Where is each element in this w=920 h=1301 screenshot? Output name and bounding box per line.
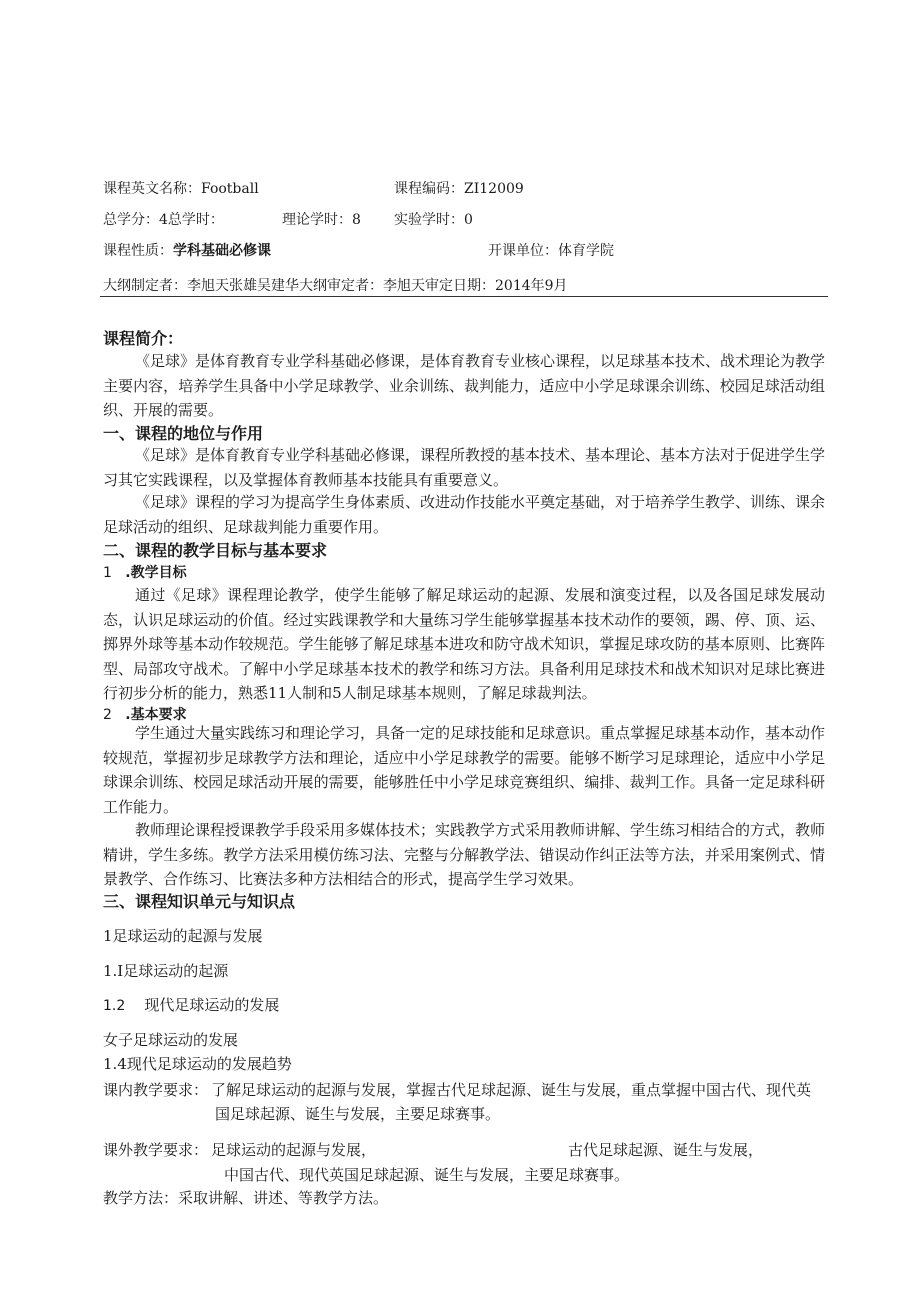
header-divider bbox=[100, 296, 828, 297]
lab-hours: 实验学时：0 bbox=[394, 212, 473, 228]
course-nature bbox=[103, 240, 271, 260]
out-class-label: 课外教学要求： bbox=[103, 1141, 209, 1159]
in-class-label: 课内教学要求： bbox=[103, 1081, 209, 1099]
total-credits: 总学分：4总学时： bbox=[103, 212, 224, 228]
in-class-line2: 国足球起源、诞生与发展，主要足球赛事。 bbox=[215, 1105, 501, 1123]
out-class-line2: 中国古代、现代英国足球起源、诞生与发展，主要足球赛事。 bbox=[224, 1166, 630, 1184]
course-nature-label: 课程性质： bbox=[103, 243, 173, 259]
item-1-4: 1.4现代足球运动的发展趋势 bbox=[103, 1055, 292, 1073]
sub1-num: 1 bbox=[103, 565, 112, 581]
course-nature-value: 学科基础必修课 bbox=[173, 243, 271, 259]
offering-unit: 开课单位：体育学院 bbox=[488, 243, 614, 259]
intro-title: 课程简介： bbox=[103, 329, 184, 348]
unit1: 1足球运动的起源与发展 bbox=[103, 927, 263, 945]
theory-hours: 理论学时：8 bbox=[282, 212, 361, 228]
sub1-title: .教学目标 bbox=[125, 565, 187, 581]
section3-title: 三、课程知识单元与知识点 bbox=[103, 892, 296, 911]
section2-title: 二、课程的教学目标与基本要求 bbox=[103, 541, 328, 560]
sub1-text: 通过《足球》课程理论教学，使学生能够了解足球运动的起源、发展和演变过程，以及各国足球发展动态，认识足球运动的价值。经过实践课教学和大量练习学生能够掌握基本技术动作的要领，踢、停、顶、运、掷界外球等基本动作较规范。学生能够了解足球基本进攻和防守战术知识，掌握足球攻防的基本原则、比赛阵型、局部攻守战术。了解中小学足球基本技术的教学和练习方法。具备利用足球技术和战术知识对足球比赛进行初步分析的能力，熟悉11人制和5人制足球基本规则，了解足球裁判法。 bbox=[103, 586, 825, 702]
item-1-2-num: 1.2 bbox=[103, 998, 126, 1014]
section1-p2: 《足球》课程的学习为提高学生身体素质、改进动作技能水平奠定基础，对于培养学生教学、训练、课余足球活动的组织、足球裁判能力重要作用。 bbox=[103, 493, 826, 536]
intro-text: 《足球》是体育教育专业学科基础必修课，是体育教育专业核心课程，以足球基本技术、战术理论为教学主要内容，培养学生具备中小学足球教学、业余训练、裁判能力，适应中小学足球课余训练、校园足球活动组织、开展的需要。 bbox=[103, 352, 826, 419]
item-1-3: 女子足球运动的发展 bbox=[103, 1031, 239, 1049]
section1-p1: 《足球》是体育教育专业学科基础必修课，课程所教授的基本技术、基本理论、基本方法对于促进学生学习其它实践课程，以及掌握体育教师基本技能具有重要意义。 bbox=[103, 446, 826, 489]
sub2-text2: 教师理论课程授课教学手段采用多媒体技术；实践教学方式采用教师讲解、学生练习相结合的方式，教师精讲，学生多练。教学方法采用模仿练习法、完整与分解教学法、错误动作纠正法等方法，并采用案例式、情景教学、合作练习、比赛法多种方法相结合的形式，提高学生学习效果。 bbox=[103, 821, 826, 888]
item-1-2-text: 现代足球运动的发展 bbox=[144, 996, 280, 1014]
out-class-b: 古代足球起源、诞生与发展， bbox=[568, 1141, 764, 1159]
authors-line: 大纲制定者：李旭天张雄吴建华大纲审定者：李旭天审定日期：2014年9月 bbox=[103, 278, 568, 294]
english-name: 课程英文名称：Football bbox=[103, 181, 259, 197]
out-class-a: 足球运动的起源与发展， bbox=[211, 1141, 377, 1159]
sub2-num: 2 bbox=[103, 707, 112, 723]
item-1-2 bbox=[103, 994, 279, 1015]
course-code: 课程编码：ZI12009 bbox=[394, 181, 524, 197]
sub2-title: .基本要求 bbox=[125, 707, 187, 723]
item-1-1: 1.I足球运动的起源 bbox=[103, 962, 229, 980]
sub1-heading bbox=[103, 562, 187, 582]
sub2-text1: 学生通过大量实践练习和理论学习，具备一定的足球技能和足球意识。重点掌握足球基本动作，基本动作较规范，掌握初步足球教学方法和理论，适应中小学足球教学的需要。能够不断学习足球理论，适应中小学足球课余训练、校园足球活动开展的需要，能够胜任中小学足球竞赛组织、编排、裁判工作。具备一定足球科研工作能力。 bbox=[103, 724, 826, 816]
section1-title: 一、课程的地位与作用 bbox=[103, 424, 264, 443]
in-class-line1: 了解足球运动的起源与发展，掌握古代足球起源、诞生与发展，重点掌握中国古代、现代英 bbox=[211, 1081, 812, 1099]
teaching-method: 教学方法：采取讲解、讲述、等教学方法。 bbox=[103, 1189, 389, 1207]
